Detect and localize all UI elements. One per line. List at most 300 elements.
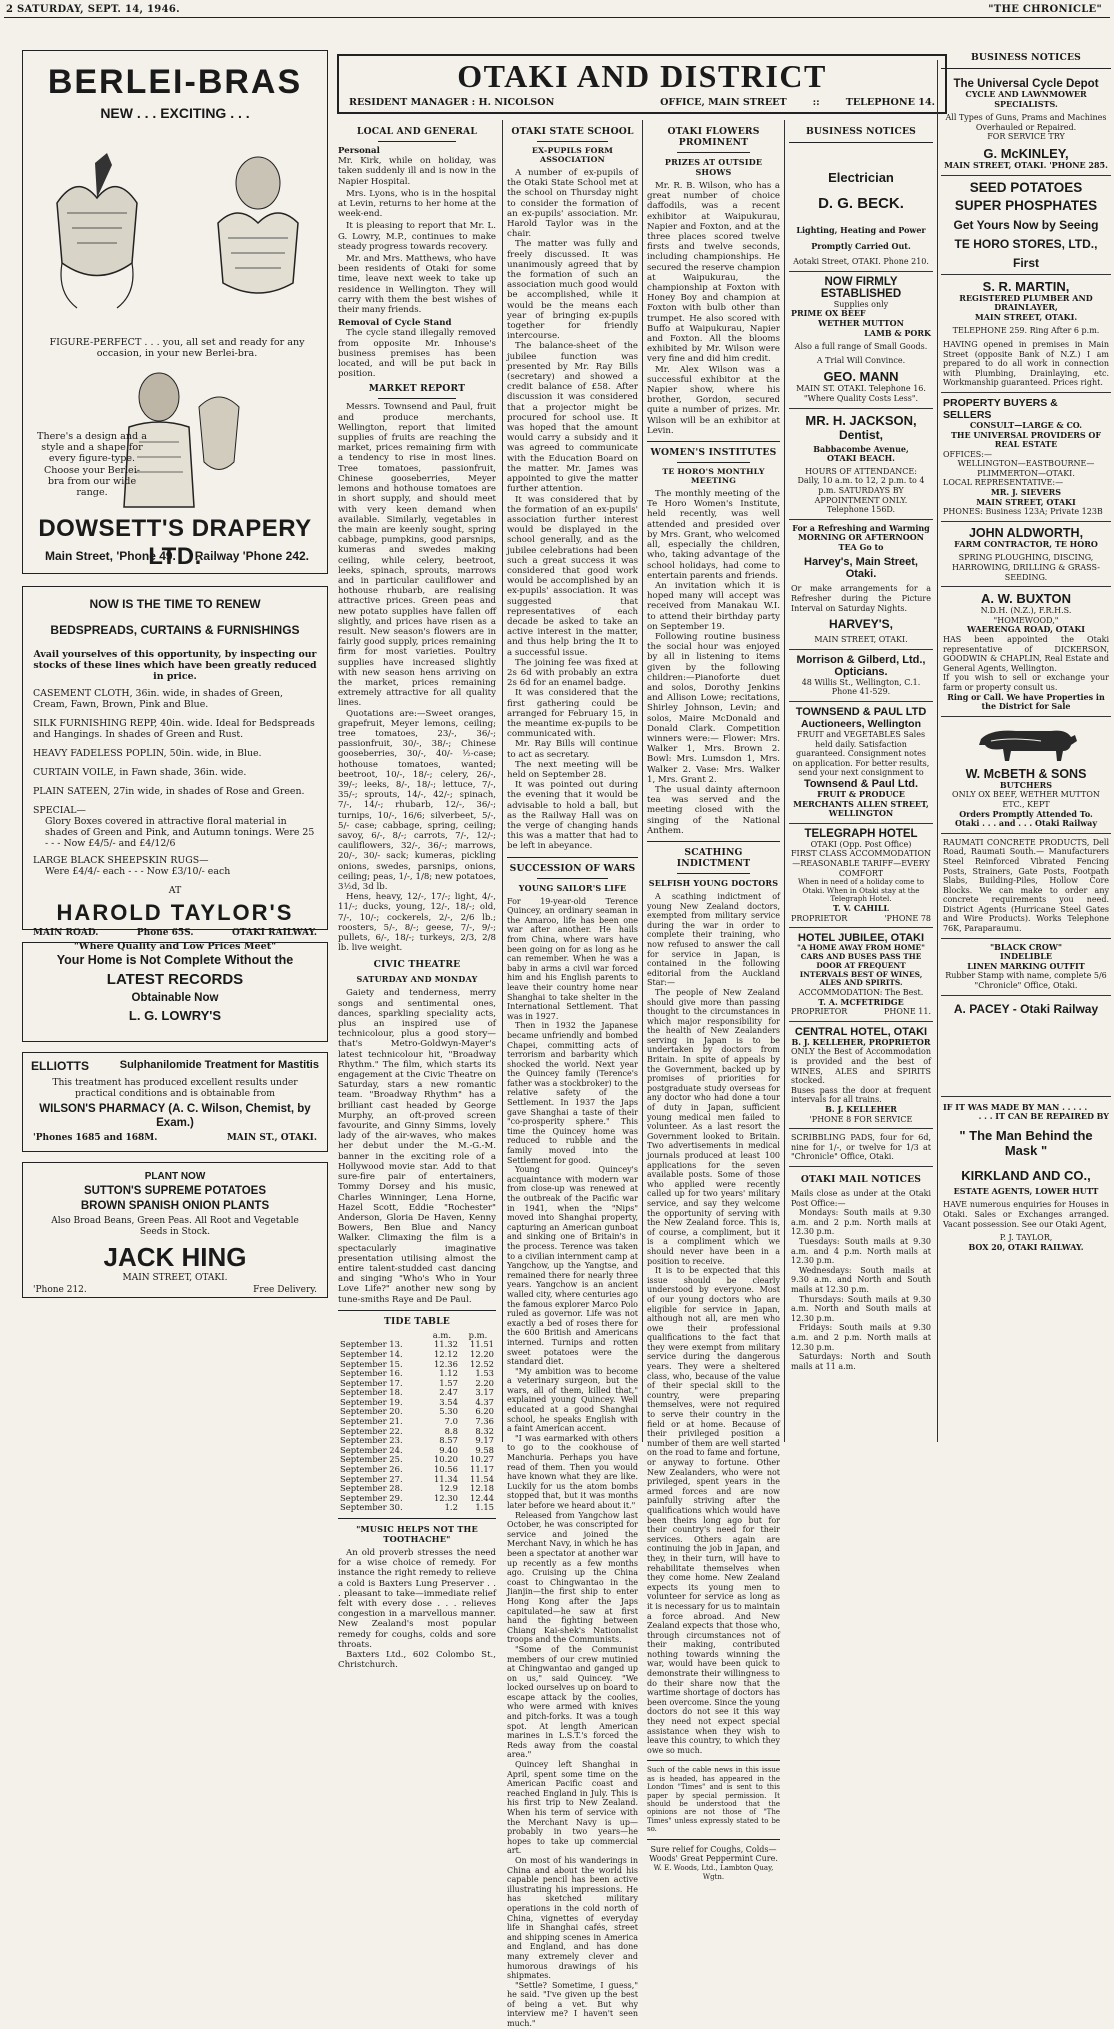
mcbeth-line-3: ONLY OX BEEF, WETHER MUTTON ETC., KEPT [952,790,1100,809]
morrison-advert [789,650,933,702]
tide-date: September 20. [340,1406,403,1417]
tide-am: 1.2 [444,1502,458,1513]
kirkland-line-7: P. J. TAYLOR, [999,1233,1053,1243]
cycle-line-2: CYCLE AND LAWNMOWER SPECIALISTS. [965,89,1087,109]
jackson-advert [789,409,933,520]
wi-para-4: The usual dainty afternoon tea was served and the meeting closed with the singing of the National Anthem. [647,784,780,836]
mcbeth-line-4: Orders Promptly Attended To. [959,808,1093,819]
school-para-3: The balance-sheet of the jubilee function was presented by Mr. Ray Bills (secretary) and showed a credit balance of £58. After discussion it was considered that a projector might be procured for school use. It was hoped that the amount would carry a subsidy and it was agreed to communicate with the Education Board on the matter. Mr. James was appointed to give the matter further attention. [507,341,638,495]
wars-para-8: Quincey left Shanghai in April, spent some time on the American Pacific coast and reached England in July. This is his first trip to New Zealand. When his term of service with the Merchant Navy is up—probably in two years—he hopes to take up commercial art. [507,1760,638,1856]
tide-table [338,1331,496,1513]
tide-date: September 19. [340,1396,403,1407]
telegraph-line-3: FIRST CLASS ACCOMMODATION—REASONABLE TARIFF—EVERY COMFORT [791,849,931,878]
mann-line-2: Supplies only [833,299,889,309]
wars-para-6: Released from Yangchow last October, he was conscripted for service and joined the Merchant Navy, in which he has been a spectator at another war up recently as a few months ago. Cruising up the China coast to Chingwantao in the Jianjin—the first ship to enter Hong Kong after the Japs capitulated—he saw at first hand the fighting between Chiang Kai-shek's Nationalist troops and the Communists. [507,1510,638,1645]
market-para-3: Hens, heavy, 12/-, 17/-; light, 4/-, 11/-; ducks, young, 12/-, 18/-; old, 7/-, 10/-; cockerels, 2/-, 2/6 lb.; roosters, 5/-, 8/-; geese, 7/-, 9/-; pullets, 6/-, 18/-; turkeys, 2/3, 2/8 lb. live weight. [338,892,496,954]
mann-line-9: MAIN ST. OTAKI. Telephone 16. [796,384,926,394]
mann-line-3: PRIME OX BEEF [791,308,866,319]
school-para-1: A number of ex-pupils of the Otaki State School met at the school on Thursday night to consider the formation of an ex-pupils' association. Mr. Harold Taylor was in the chair. [507,168,638,240]
mann-line-10: "Where Quality Costs Less". [803,393,919,403]
property-advert [941,393,1111,522]
tide-date: September 26. [340,1464,403,1475]
central-line-6: 'PHONE 8 FOR SERVICE [809,1114,913,1124]
tide-date: September 16. [340,1368,403,1379]
berlei-advert [22,50,328,574]
buxton-advert [941,587,1111,717]
mann-line-5: LAMB & PORK [864,327,931,338]
berlei-title: BERLEI-BRAS [47,63,303,101]
seed-line-3: Get Yours Now by Seeing [953,217,1099,232]
removal-subhead: Removal of Cycle Stand [338,318,452,329]
telegraph-advert [789,824,933,928]
page-header-right: "THE CHRONICLE" [988,4,1102,15]
seed-line-1: SEED POTATOES [969,179,1083,195]
mail-notices-heading: OTAKI MAIL NOTICES [800,1174,922,1186]
bra-illustration-left [37,143,157,313]
column-business-4 [789,122,933,1444]
taylor-heading: NOW IS THE TIME TO RENEW [89,597,261,611]
market-report-heading: MARKET REPORT [368,383,466,395]
crow-line-1: "BLACK CROW" [989,941,1062,952]
tide-pm-label: p.m. [468,1329,488,1340]
raumati-text: RAUMATI CONCRETE PRODUCTS, Dell Road, Raumati South.— Manufacturers Steel Reinforced Vibrated Fencing Posts, Strainers, Gate Posts, Footpath Slabs, Building-Piles, Hollow Core Blocks. We can make to order any concrete requirements you need. District Agents (Hurricane Steel Gates and Wire Products). Works Telephone 76K, Paraparaumu. [943,837,1109,934]
pacey-advert [941,996,1111,1097]
jubilee-line-4: T. A. MCFETRIDGE [818,996,904,1007]
masthead-title: OTAKI AND DISTRICT [457,58,827,94]
kirkland-name: KIRKLAND AND CO., [961,1167,1091,1183]
wars-para-2: Then in 1932 the Japanese became unfriendly and bombed Chapei, committing acts of terrorism and barbarity which shocked the world. Next year the Quincey family (Terence's father was a stockbroker) to the relative safety of the Settlement. In 1937 the Japs gave Shanghai a taste of their "co-prosperity sphere." This time the Quincey home was reduced to rubble and the family moved into the Settlement for good. [507,1021,638,1165]
tide-am: 10.20 [433,1454,458,1465]
tide-pm: 8.32 [475,1425,494,1436]
tide-date: September 29. [340,1492,403,1503]
school-para-9: It was pointed out during the evening that it would be advisable to hold a ball, but as the Railway Hall was on the verge of changing hands this was a matter that had to be left in abeyance. [507,780,638,852]
tide-pm: 9.58 [475,1444,494,1455]
bra-illustration-right [203,143,313,313]
cycle-name: The Universal Cycle Depot [953,78,1099,90]
cycle-advert [941,74,1111,176]
martin-name: S. R. MARTIN, [982,278,1070,294]
buxton-name: A. W. BUXTON [980,591,1072,607]
tide-am: 11.32 [433,1339,458,1350]
toothache-heading: "MUSIC HELPS NOT THE TOOTHACHE" [356,1524,478,1545]
hing-line-1: PLANT NOW [144,1171,206,1182]
tide-am: 12.30 [433,1492,458,1503]
school-para-6: It was considered that the first gathering could be arranged for February 15, in the meantime ex-pupils to be communicated with. [507,688,638,740]
mcbeth-line-5: Otaki . . . and . . . Otaki Railway [954,818,1098,829]
townsend-advert [789,702,933,824]
womens-institutes-heading: WOMEN'S INSTITUTES [650,447,777,459]
personal-para-3: It is pleasing to report that Mr. L. G. Lowry, M.P., continues to make steady progress towards recovery. [338,221,496,252]
times-notice: Such of the cable news in this issue as is headed, has appeared in the London "Times" and is sent to this paper by special permission. It should be understood that the opinions are not those of "The Times" unless expressly stated to be so. [647,1766,780,1834]
personal-para-1: Mr. Kirk, while on holiday, was taken suddenly ill and is now in the Napier Hospital. [338,156,496,187]
mail-line-3: Mondays: South mails at 9.30 a.m. and 2 p.m. North mails at 12.30 p.m. [791,1208,931,1237]
tide-pm: 11.54 [470,1473,494,1484]
kirkland-line-1: IF IT WAS MADE BY MAN . . . . . [943,1101,1088,1112]
masthead-office: OFFICE, MAIN STREET [660,97,787,108]
tide-pm: 2.20 [475,1377,494,1388]
hing-line-2: SUTTON'S SUPREME POTATOES [83,1185,267,1197]
personal-para-4: Mr. and Mrs. Matthews, who have been residents of Otaki for some time, leave next week to take up residence in Wellington. They will carry with them the best wishes of their many friends. [338,254,496,316]
woods-line-2: W. E. Woods, Ltd., Lambton Quay, Wgtn. [653,1863,774,1882]
property-line-8: MAIN STREET, OTAKI [976,496,1076,507]
taylor-at: AT [168,885,182,896]
taylor-item-0: CASEMENT CLOTH, 36in. wide, in shades of Green, Cream, Fawn, Brown, Pink and Blue. [33,688,283,710]
beck-line-4: Promptly Carried Out. [811,240,911,251]
aldworth-line-2: FARM CONTRACTOR, TE HORO [954,538,1098,549]
toothache-baxters: Baxters Ltd., 602 Colombo St., Christchurch. [338,1650,496,1671]
market-para-1: Messrs. Townsend and Paul, fruit and produce merchants, Wellington, report that limited supplies of fruits are reaching the market, prices remaining firm with a tendency to rise in most lines. Tree tomatoes, passionfruit, Chinese gooseberries, Meyer lemons and hothouse tomatoes are in short supply, and should meet with very keen demand when available. Similarly, vegetables in the main are keenly sought, spring cabbage, pumpkins, good parsnips, kumeras and swedes making ceiling, while celery, beetroot, leeks, spinach, sprouts, marrows and in particular cauliflower and hothouse rhubarb, are realising attractive prices. Green peas and new potato supplies have fallen off slightly, and prices have risen as a result. New season's flowers are in fairly good supply, prices remaining firm for most varieties. Poultry supplies have increased slightly with new season hens arriving on the market, prices remaining extremely attractive for all quality lines. [338,402,496,709]
hing-line-4: Also Broad Beans, Green Peas. All Root and Vegetable Seeds in Stock. [51,1216,299,1237]
telegraph-name: TELEGRAPH HOTEL [804,827,918,840]
removal-para: The cycle stand illegally removed from opposite Mr. Inhouse's business premises has been located, and will be put back in position. [338,328,496,380]
telegraph-line-5: T. V. CAHILL [833,902,889,913]
mann-line-6: Also a full range of Small Goods. [794,342,928,352]
mcbeth-name: W. McBETH & SONS [965,766,1087,781]
central-name: CENTRAL HOTEL, OTAKI [794,1025,928,1038]
buxton-line-6: If you wish to sell or exchange your farm or property consult us. [943,673,1109,692]
business-notices-heading-5: BUSINESS NOTICES [970,52,1082,63]
central-line-4: Buses pass the door at frequent intervals for all trains. [791,1085,931,1105]
harvey-advert [789,520,933,650]
beck-line-1: Electrician [828,170,894,185]
tide-am: 1.57 [439,1377,458,1388]
hing-line-3: BROWN SPANISH ONION PLANTS [80,1200,270,1212]
property-line-7: MR. J. SIEVERS [990,487,1062,498]
bull-icon [971,721,1081,763]
civic-para: Gaiety and tenderness, merry songs and sentimental ones, dances, sparkling speciality acts, plus an inspired use of technicolour, plus a good story—that's Metro-Goldwyn-Mayer's latest technicolour hit, "Broadway Rhythm." The film, which starts its engagement at the Civic Theatre on Saturday, stars a new romantic team. "Broadway Rhythm" has a brilliant cast headed by George Murphy, an oft-proved screen favourite, and Ginny Simms, lovely lady of the air-waves, who makes her debut under the M.-G.-M. banner in the exciting role of a Hollywood movie star. Add to that sure-fire pair of entertainers, Tommy Dorsey and his music, Charles Winninger, Lena Horne, Hazel Scott, Eddie "Rochester" Anderson, Gloria De Haven, Kenny Bowers, Ben Blue and Nancy Walker. Climaxing the film is a spectacularly imaginative presentation utilising almost the entire talent-studded cast dancing and singing "Who's Who in Your Love Life?" another new song by tune-smiths Raye and De Paul. [338,988,496,1305]
property-line-6: LOCAL REPRESENTATIVE:— [943,478,1064,488]
scribbling-text: SCRIBBLING PADS, four for 6d, nine for 1/-, or twelve for 1/3 at "Chronicle" Office, Otaki. [791,1133,931,1162]
cycle-line-4: FOR SERVICE TRY [987,132,1065,142]
flowers-heading: OTAKI FLOWERS PROMINENT [667,126,760,148]
masthead-telephone: TELEPHONE 14. [845,97,935,108]
tide-date: September 23. [340,1435,403,1446]
jubilee-name: HOTEL JUBILEE, OTAKI [797,932,925,945]
indictment-para-2: The people of New Zealand should give more than passing thought to the circumstances in which major responsibility for the health of New Zealanders serving in Japan is to be undertaken by doctors from Britain. In spite of appeals by the Government, backed up by promises of priorities for postgraduate study overseas for any doctor who had done a tour of duty in Japan, sufficient young medical men failed to volunteer. As a last resort the Government looked to Britain. Two advertisements in medical journals produced at least 100 applications for the seven available posts. Some of those who applied were recently called up for two years' military service, and say they welcome the opportunity of serving with the New Zealand force. This is, of course, a compliment, but it is a compliment which we should never have been in a position to receive. [647,987,780,1266]
tide-pm: 11.51 [470,1339,494,1350]
masthead-manager: RESIDENT MANAGER : H. NICOLSON [349,97,555,108]
tide-date: September 21. [340,1416,403,1427]
tide-pm: 6.20 [475,1406,494,1417]
tide-pm: 7.36 [475,1416,494,1427]
jackson-line-7: Telephone 156D. [826,505,896,515]
column-local-general [338,122,496,1671]
pacey-text: A. PACEY - Otaki Railway [953,1001,1099,1016]
mail-notices [789,1167,933,1374]
hing-address: MAIN STREET, OTAKI. [122,1273,228,1283]
taylor-town: OTAKI RAILWAY. [231,928,317,938]
crow-line-2: INDELIBLE [1000,951,1052,962]
telegraph-phone: 'PHONE 78 [884,913,931,923]
cycle-mckinley: G. McKINLEY, [983,145,1069,161]
school-para-7: Mr. Ray Bills will continue to act as secretary. [507,739,638,760]
school-para-8: The next meeting will be held on September 28. [507,759,638,780]
tide-am-label: a.m. [432,1329,452,1340]
prizes-heading: PRIZES AT OUTSIDE SHOWS [664,157,763,177]
market-para-2: Quotations are:—Sweet oranges, grapefruit, Meyer lemons, ceiling; tree tomatoes, 23/-, 36/-; passionfruit, 30/-, 38/-; Chinese gooseberries, 30/-, 40/- ½-case; hothouse tomatoes, wanted; beetroot, 10/-, 18/-; celery, 26/-, 39/-; leeks, 8/-, 18/-; lettuce, 7/-, 35/-; sprouts, 14/-, 42/-; spinach, 7/-, 14/-; rhubarb, 12/-, 36/-; turnips, 10/-, 16/6; silverbeet, 5/-, 5/- case; cabbage, spring, ceiling; savoy, 6/-, 8/-; carrots, 7/-, 12/-; cauliflowers, 32/-, 36/-; marrows, 20/-, 30/- sack; kumeras, pickling onions, swedes, parsnips, onions, ceiling; peas, 1/-, 1/8; new potatoes, 3½d, 3d lb. [338,708,496,893]
central-advert [789,1022,933,1129]
seed-line-5: First [1012,255,1039,270]
morrison-address: 48 Willis St., Wellington, C.1. Phone 41-529. [801,677,921,697]
tide-pm: 12.44 [470,1492,494,1503]
mann-line-4: WETHER MUTTON [818,317,904,328]
townsend-body: FRUIT and VEGETABLES Sales held daily. Satisfaction guaranteed. Consignment notes on application. For better results, send your next consignment to [792,730,930,778]
mann-line-7: A Trial Will Convince. [816,355,906,365]
elliott-firm: WILSON'S PHARMACY (A. C. Wilson, Chemist, by Exam.) [39,1103,311,1129]
personal-para-2: Mrs. Lyons, who is in the hospital at Levin, returns to her home at the week-end. [338,188,496,220]
tide-am: 11.34 [433,1473,458,1484]
telegraph-line-4: When in need of a holiday come to Otaki. When in Otaki stay at the Telegraph Hotel. [798,877,924,904]
aldworth-advert [941,522,1111,587]
local-general-heading: LOCAL AND GENERAL [356,126,478,137]
kirkland-line-3: " The Man Behind the Mask " [959,1127,1093,1158]
jubilee-phone: PHONE 11. [883,1007,931,1017]
tide-am: 12.9 [439,1483,458,1494]
jubilee-line-2: "A HOME AWAY FROM HOME" CARS AND BUSES PASS THE DOOR AT FREQUENT INTERVALS BEST OF WINES, ALES AND SPIRITS. [796,943,926,988]
jubilee-line-3: ACCOMMODATION: The Best. [798,988,924,998]
telegraph-line-2: OTAKI (Opp. Post Office) [810,839,912,849]
tide-pm: 3.17 [475,1387,494,1398]
martin-advert [941,275,1111,393]
wars-para-4: "My ambition was to become a veterinary surgeon, but the wars, all of them, killed that," explained young Quincey. Well educated at a good Shanghai school, he speaks English with a faint American accent. [507,1366,638,1434]
townsend-name: TOWNSEND & PAUL LTD [795,706,927,719]
harvey-line-2: Harvey's, Main Street, Otaki. [804,556,918,581]
beck-advert [789,148,933,272]
mail-line-5: Wednesdays: South mails at 9.30 a.m. and North and South mails at 12.30 p.m. [791,1265,931,1294]
tide-am: 7.0 [444,1416,458,1427]
taylor-special: SPECIAL— [33,805,86,816]
mail-line-6: Thursdays: South mails at 9.30 a.m. North and South mails at 12.30 p.m. [791,1294,931,1323]
property-line-1: PROPERTY BUYERS & SELLERS [943,396,1058,421]
kirkland-line-5: ESTATE AGENTS, LOWER HUTT [953,1185,1099,1196]
cycle-line-6: MAIN STREET, OTAKI. 'PHONE 285. [944,159,1108,170]
central-line-5: B. J. KELLEHER [825,1104,897,1115]
school-para-5: The joining fee was fixed at 2s 6d with probably an extra 2s 6d for an enamel badge. [507,657,638,689]
woods-line-1: Sure relief for Coughs, Colds— Woods' Great Peppermint Cure. [649,1844,778,1864]
jackson-name: MR. H. JACKSON, [805,412,917,428]
property-line-3: THE UNIVERSAL PROVIDERS OF REAL ESTATE [950,429,1102,450]
tide-pm: 1.15 [475,1502,494,1513]
elliott-name: ELLIOTTS [31,1059,89,1073]
telegraph-proprietor: PROPRIETOR [791,913,848,923]
page-header-left: 2 SATURDAY, SEPT. 14, 1946. [6,4,180,15]
berlei-design-text: There's a design and a style and a shape for every figure-type. Choose your Berlei-bra from our wide range. [37,431,147,499]
buxton-line-3: "HOMEWOOD," [993,615,1059,625]
personal-subhead: Personal [338,146,380,156]
wars-para-3: Young Quincey's acquaintance with modern war from close-up was renewed at the outbreak of the Pacific war in 1941, when the "Nips" moved into Shanghai property, capturing an American gunboat and sinking one of Britain's in the process. Terence was taken to a civilian internment camp at Yangchow, up the Yangtse, and remained there for nearly three years. Yangchow is an ancient walled city, where centuries ago the famous explorer Marco Polo ruled as governor. Life was not exactly a bed of roses there for the 600 British and Americans interned. Turnips and rotten sweet potatoes were the standard diet. [507,1165,638,1367]
taylor-firm: HAROLD TAYLOR'S [56,900,294,925]
townsend-name-2: Townsend & Paul Ltd. [803,778,919,790]
hing-advert [22,1162,328,1298]
taylor-advert [22,586,328,952]
tide-date: September 27. [340,1473,403,1484]
tide-pm: 12.20 [470,1348,494,1359]
wars-para-1: For 19-year-old Terence Quincey, an ordinary seaman in the Amaroo, life has been one war after another. He hails from China, where wars have been going on for as long as he can remember. When he was a baby in arms a civil war forced him and his English parents to leave their country home near Shanghai to take shelter in the International Settlement. That was in 1927. [507,896,638,1021]
mann-advert [789,272,933,409]
taylor-avail: Avail yourselves of this opportunity, by inspecting our stocks of these lines which have been greatly reduced in price. [33,649,317,682]
column-rule-1 [502,120,503,1442]
wars-para-5: "I was earmarked with others to go to the cookhouse of Manchuria. Perhaps you have read of them. Then you would have known what they are like. Luckily for us the atom bombs stopped that, but it was months later before we heard about it." [507,1433,638,1511]
kirkland-line-2: . . . IT CAN BE REPAIRED BY [978,1111,1109,1122]
hing-delivery: Free Delivery. [253,1285,317,1295]
taylor-motto: "Where Quality and Low Prices Meet" [73,941,277,952]
lowry-line-2: LATEST RECORDS [106,971,244,988]
tide-date: September 28. [340,1483,403,1494]
taylor-item-3: CURTAIN VOILE, in Fawn shade, 36in. wide. [33,767,247,778]
tide-date: September 14. [340,1348,403,1359]
column-rule-4 [937,60,938,1442]
school-para-4: It was considered that by the formation of an ex-pupils' association further interest would be displayed in the school generally, and as the jubilee celebrations had been such a great success it was considered that good work would be accomplished by an ex-pupils' association. It was suggested that representatives of each decade be asked to take an active interest in the matter, and thus help bring the It to a successful issue. [507,494,638,658]
jackson-line-4: OTAKI BEACH. [827,453,895,464]
tide-am: 12.36 [433,1358,458,1369]
lowry-line-1: Your Home is Not Complete Without the [56,953,294,967]
seed-line-2: SUPER PHOSPHATES [954,197,1098,213]
buxton-line-7: Ring or Call. We have Properties in the District for Sale [947,691,1105,712]
tide-am: 8.8 [444,1425,458,1436]
masthead: OTAKI AND DISTRICT RESIDENT MANAGER : H. NICOLSON OFFICE, MAIN STREET :: TELEPHONE 14. [337,54,947,114]
tide-date: September 24. [340,1444,403,1455]
tide-am: 5.30 [439,1406,458,1417]
tide-date: September 25. [340,1454,403,1465]
column-rule-2 [642,120,643,1442]
property-line-9: PHONES: Business 123A; Private 123B [943,507,1103,517]
tide-pm: 11.17 [470,1464,494,1475]
column-flowers [647,122,780,1882]
central-line-3: ONLY the Best of Accommodation is provided and the best of WINES, ALES and SPIRITS stocked. [791,1047,931,1086]
wi-para-2: An invitation which it is hoped many will accept was received from Manakau W.I. to attend their birthday party on September 19. [647,580,780,632]
jubilee-advert [789,928,933,1022]
berlei-figure-perfect: FIGURE-PERFECT . . . you, all set and ready for any occasion, in your new Berlei-bra. [49,337,305,359]
tide-pm: 1.53 [475,1368,494,1379]
mail-line-8: Saturdays: North and South mails at 11 a.m. [791,1352,931,1371]
morrison-title: Opticians. [834,665,888,678]
wi-para-1: The monthly meeting of the Te Horo Women's Institute, held recently, was well attended and presided over by Mrs. Grant, who welcomed all, especially the children, who, taking advantage of the school holidays, had come to entertain parents and friends. [647,489,780,581]
property-line-5: WELLINGTON—EASTBOURNE—PLIMMERTON—OTAKI. [957,459,1095,478]
beck-name: D. G. BECK. [818,195,904,212]
elliott-advert [22,1052,328,1152]
lowry-advert [22,942,328,1042]
mann-line-1: NOW FIRMLY ESTABLISHED [820,275,902,300]
taylor-item-2: HEAVY FADELESS POPLIN, 50in. wide, in Blue. [33,748,262,759]
jackson-line-5: HOURS OF ATTENDANCE: [805,466,917,476]
martin-line-2: REGISTERED PLUMBER AND DRAINLAYER, [959,292,1093,313]
toothache-para: An old proverb stresses the need for a wise choice of remedy. For instance the right remedy to relieve a cold is Baxters Lung Preserver . . . pleasant to take—immediate relief felt with every dose . . . relieves congestion in a marvellous manner. New Zealand's most popular remedy for coughs, colds and sore throats. [338,1548,496,1650]
elliott-title: Sulphanilomide Treatment for Mastitis [119,1059,319,1071]
flowers-para-1: Mr. R. B. Wilson, who has a great number of choice daffodils, was a recent exhibitor at Waipukurau, Napier and Foxton, and at the three places scored twelve firsts and twelve seconds, including championships. He secured the reserve champion at Waipukurau, the championship at Foxton with Honey Boy and champion at Foxton with bulb other than trumpet. He also scored with Buffo at Waipukurau, Napier and Foxton. All the blooms exhibited by Mr. Wilson were very fine and did him credit. [647,181,780,365]
mail-line-7: Fridays: South mails at 9.30 a.m. and 2 p.m. North mails at 12.30 p.m. [791,1323,931,1352]
wi-para-3: Following routine business the social hour was enjoyed by all in listening to items given by the following children:—Pianoforte duet and solos, Dorothy Jenkins and Allison Lowe; recitations, Shirley Johnson, Levin; and solos, Maire McDonald and Donald Clark. Competition winners were:— Flower: Mrs. Walker 1, Mrs. Brown 2. Bowl: Mrs. Lumsdon 1, Mrs. Walker 2. Vase: Mrs. Walker 1, Mrs. Grant 2. [647,631,780,785]
tide-date: September 22. [340,1425,403,1436]
tide-pm: 4.37 [475,1396,494,1407]
elliott-phones: 'Phones 1685 and 168M. [33,1133,158,1143]
tide-pm: 12.52 [470,1358,494,1369]
tide-am: 8.57 [439,1435,458,1446]
jackson-title: Dentist, [838,427,883,442]
elliott-street: MAIN ST., OTAKI. [226,1133,317,1143]
property-line-4: OFFICES:— [943,449,992,459]
townsend-address: FRUIT & PRODUCE MERCHANTS ALLEN STREET, WELLINGTON [793,789,929,819]
mann-name: GEO. MANN [823,369,899,385]
tide-row [338,1503,496,1513]
buxton-line-2: N.D.H. (N.Z.), F.R.H.S. [980,606,1072,616]
martin-line-4: TELEPHONE 259. Ring After 6 p.m. [952,326,1100,336]
tide-am: 10.56 [433,1464,458,1475]
elliott-body: This treatment has produced excellent results under practical conditions and is obtainable from [52,1077,298,1099]
berlei-subtitle: NEW . . . EXCITING . . . [100,105,250,121]
business-notices-heading-4: BUSINESS NOTICES [805,126,917,137]
taylor-rugs: LARGE BLACK SHEEPSKIN RUGS— [33,855,209,866]
state-school-heading: OTAKI STATE SCHOOL [511,126,634,137]
tide-pm: 9.17 [475,1435,494,1446]
kirkland-line-8: BOX 20, OTAKI RAILWAY. [968,1241,1084,1252]
harvey-line-1: For a Refreshing and Warming MORNING OR AFTERNOON TEA Go to [792,522,930,552]
flowers-para-2: Mr. Alex Wilson was a successful exhibitor at the Napier show, where his brother, Gordon, secured quite a number of prizes. Mr. Wilson will be an exhibitor at Levin. [647,364,780,436]
beck-line-5: Aotaki Street, OTAKI. Phone 210. [793,257,929,267]
indictment-heading: SCATHING INDICTMENT [676,846,751,869]
wars-para-7: "Some of the Communist members of our crew mutinied at Chingwantao and ganged up on us," said Quincey. "We locked ourselves up on board to escape attack by the coolies, who were armed with knives and pitch-forks. It was a tough spot. At length American marines in L.S.T.'s forced the Reds away from the coastal area." [507,1644,638,1760]
harvey-line-3: Or make arrangements for a Refresher during the Picture Interval on Saturday Nights. [791,584,931,613]
buxton-line-4: WAERENGA ROAD, OTAKI [966,624,1086,635]
taylor-item-1: SILK FURNISHING REPP, 40in. wide. Ideal for Bedspreads and Hangings. In shades of Green and Rust. [33,718,315,740]
tide-pm: 10.27 [470,1454,494,1465]
school-para-2: The matter was fully and freely discussed. It was unanimously agreed that by the formation of such an association much good would be accomplished, while it would be the means each year of bringing ex-pupils together for friendly intercourse. [507,239,638,342]
tide-am: 9.40 [439,1444,458,1455]
crow-line-3: LINEN MARKING OUTFIT [967,960,1085,971]
civic-theatre-sub: SATURDAY AND MONDAY [356,974,478,985]
tide-date: September 15. [340,1358,403,1369]
tide-am: 12.12 [433,1348,458,1359]
cycle-line-3: All Types of Guns, Prams and Machines Overhauled or Repaired. [945,113,1107,132]
dowsett-railway: Railway 'Phone 242. [194,549,309,563]
tide-am: 1.12 [439,1368,458,1379]
indictment-para-3: It is to be expected that this issue should be clearly understood by everyone. Most of our young doctors who are eligible for service in Japan, although not all, are men who owe their professional qualifications to the fact that they were exempt from military service during the dangerous years. They were a sheltered class, who, because of the value of their special skill to the country, were preparing themselves, were not required to serve their country in the field or at home. Because of their privileged position a number of them are well started on the road to fame and fortune, or anyway to fortune. Other New Zealanders, who were not privileged, spent years in the armed forces and are now painfully striving after the qualifications which would have been theirs long ago but for their country's need for their services. Others again are continuing the job in Japan, and they, in their turn, will have to rehabilitate themselves when they come home. New Zealand expects its young men to volunteer for service as long as it is necessary for us to maintain a force abroad. And New Zealand expects that those who, through circumstances not of their making, contributed nothing towards winning the war, would have been quick to demonstrate their willingness to do their share now that the wartime shortage of doctors has been overcome. Since the young doctors do not see it this way they need not expect special assistance when they wish to leave this country, to which they owe so much. [647,1266,780,1755]
mcbeth-advert [941,717,1111,834]
property-line-2: CONSULT—LARGE & CO. [969,419,1083,430]
taylor-rugs-price: Were £4/4/- each - - - Now £3/10/- each [45,866,231,877]
tide-am: 2.47 [439,1387,458,1398]
seed-line-4: TE HORO STORES, LTD., [954,236,1098,251]
lowry-line-3: Obtainable Now [131,992,219,1004]
seed-advert [941,176,1111,275]
wars-para-10: "Settle? Sometime, I guess," he said. "I've given up the best of being a vet. But why interview me? I haven't seen much." [507,1980,638,2029]
tide-date: September 17. [340,1377,403,1388]
townsend-title: Auctioneers, Wellington [801,718,921,731]
lowry-line-4: L. G. LOWRY'S [128,1008,222,1023]
indictment-para-1: A scathing indictment of young New Zealand doctors, exempted from military service during the war in order to complete their training, who now refused to answer the call for service in Japan, is contained in the following editorial from the Auckland Star:— [647,891,780,988]
column-rule-3 [784,120,785,1442]
kirkland-advert [941,1097,1111,1259]
mail-line-2: Mails close as under at the Otaki Post Office:— [791,1189,931,1208]
tide-table-heading: TIDE TABLE [384,1315,450,1327]
civic-theatre-heading: CIVIC THEATRE [373,959,461,971]
black-crow-advert [941,939,1111,996]
mcbeth-line-2: BUTCHERS [999,779,1053,790]
tide-date: September 13. [340,1339,403,1350]
tide-am: 3.54 [439,1396,458,1407]
aldworth-line-3: SPRING PLOUGHING, DISCING, HARROWING, DRILLING & GRASS-SEEDING. [952,553,1100,582]
young-sailor-heading: YOUNG SAILOR'S LIFE [518,882,627,893]
aldworth-name: JOHN ALDWORTH, [968,525,1084,540]
hing-name: JACK HING [103,1242,247,1272]
taylor-subheading: BEDSPREADS, CURTAINS & FURNISHINGS [50,623,300,637]
tide-pm: 12.18 [470,1483,494,1494]
harvey-line-4: HARVEY'S, [829,617,893,632]
jubilee-proprietor: PROPRIETOR [791,1007,848,1017]
column-state-school [507,122,638,2029]
jackson-line-6: Daily, 10 a.m. to 12, 2 p.m. to 4 p.m. SATURDAYS BY APPOINTMENT ONLY. [797,476,925,505]
central-line-2: B. J. KELLEHER, PROPRIETOR [791,1036,931,1047]
header-rule [4,17,1110,18]
